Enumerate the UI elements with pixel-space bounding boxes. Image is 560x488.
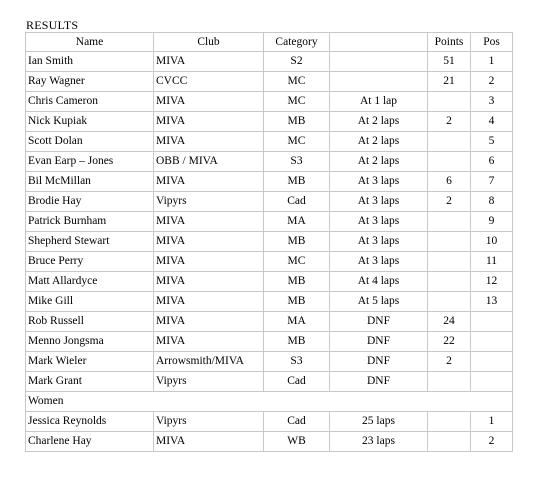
- cell-category: S2: [264, 52, 330, 72]
- cell-category: MB: [264, 272, 330, 292]
- cell-gap: DNF: [330, 372, 428, 392]
- cell-gap: At 3 laps: [330, 192, 428, 212]
- cell-gap: At 2 laps: [330, 152, 428, 172]
- cell-pos: 11: [471, 252, 513, 272]
- cell-name: Ray Wagner: [26, 72, 154, 92]
- cell-pos: 12: [471, 272, 513, 292]
- cell-category: MB: [264, 292, 330, 312]
- cell-club: Vipyrs: [154, 412, 264, 432]
- cell-gap: DNF: [330, 352, 428, 372]
- cell-gap: [330, 52, 428, 72]
- table-row: [26, 292, 513, 312]
- cell-points: [428, 272, 471, 292]
- cell-points: [428, 212, 471, 232]
- table-row: [26, 272, 513, 292]
- section-row-women: [26, 392, 513, 412]
- table-row: [26, 192, 513, 212]
- table-row: [26, 52, 513, 72]
- cell-name: Mike Gill: [26, 292, 154, 312]
- cell-name: Nick Kupiak: [26, 112, 154, 132]
- cell-points: 2: [428, 192, 471, 212]
- cell-points: [428, 292, 471, 312]
- cell-club: MIVA: [154, 172, 264, 192]
- cell-club: Vipyrs: [154, 372, 264, 392]
- cell-name: Patrick Burnham: [26, 212, 154, 232]
- table-row: [26, 432, 513, 452]
- table-row: [26, 152, 513, 172]
- cell-gap: At 4 laps: [330, 272, 428, 292]
- cell-pos: 13: [471, 292, 513, 312]
- cell-club: MIVA: [154, 292, 264, 312]
- cell-gap: At 2 laps: [330, 132, 428, 152]
- cell-name: Mark Grant: [26, 372, 154, 392]
- cell-gap: At 2 laps: [330, 112, 428, 132]
- cell-gap: At 3 laps: [330, 232, 428, 252]
- cell-category: MB: [264, 232, 330, 252]
- cell-name: Chris Cameron: [26, 92, 154, 112]
- cell-gap: At 1 lap: [330, 92, 428, 112]
- cell-club: MIVA: [154, 432, 264, 452]
- table-row: [26, 92, 513, 112]
- cell-gap: At 3 laps: [330, 252, 428, 272]
- cell-category: MB: [264, 332, 330, 352]
- cell-points: 51: [428, 52, 471, 72]
- cell-gap: [330, 72, 428, 92]
- cell-points: [428, 132, 471, 152]
- cell-category: MB: [264, 172, 330, 192]
- cell-pos: 3: [471, 92, 513, 112]
- cell-name: Menno Jongsma: [26, 332, 154, 352]
- cell-pos: 2: [471, 432, 513, 452]
- cell-pos: [471, 332, 513, 352]
- column-header-name: Name: [26, 33, 154, 52]
- cell-club: Vipyrs: [154, 192, 264, 212]
- cell-club: MIVA: [154, 272, 264, 292]
- cell-points: [428, 412, 471, 432]
- cell-gap: At 5 laps: [330, 292, 428, 312]
- cell-gap: 25 laps: [330, 412, 428, 432]
- cell-points: [428, 232, 471, 252]
- cell-pos: 2: [471, 72, 513, 92]
- cell-name: Bil McMillan: [26, 172, 154, 192]
- cell-club: MIVA: [154, 312, 264, 332]
- section-label: Women: [26, 392, 513, 412]
- cell-category: MB: [264, 112, 330, 132]
- cell-pos: 7: [471, 172, 513, 192]
- cell-pos: 4: [471, 112, 513, 132]
- cell-points: [428, 252, 471, 272]
- cell-category: MC: [264, 132, 330, 152]
- cell-club: CVCC: [154, 72, 264, 92]
- cell-club: MIVA: [154, 52, 264, 72]
- table-row: [26, 332, 513, 352]
- cell-points: 22: [428, 332, 471, 352]
- cell-pos: [471, 312, 513, 332]
- cell-pos: [471, 352, 513, 372]
- column-header-club: Club: [154, 33, 264, 52]
- cell-category: S3: [264, 152, 330, 172]
- cell-category: MC: [264, 92, 330, 112]
- table-row: [26, 352, 513, 372]
- cell-pos: 9: [471, 212, 513, 232]
- header-row: [26, 33, 513, 52]
- table-row: [26, 72, 513, 92]
- cell-pos: 1: [471, 52, 513, 72]
- cell-club: MIVA: [154, 232, 264, 252]
- column-header-points: Points: [428, 33, 471, 52]
- cell-gap: At 3 laps: [330, 212, 428, 232]
- cell-club: OBB / MIVA: [154, 152, 264, 172]
- cell-points: 24: [428, 312, 471, 332]
- results-table: [25, 32, 513, 452]
- cell-category: MA: [264, 212, 330, 232]
- cell-category: S3: [264, 352, 330, 372]
- cell-category: MC: [264, 72, 330, 92]
- page-title: RESULTS: [26, 18, 79, 32]
- cell-pos: 10: [471, 232, 513, 252]
- cell-club: MIVA: [154, 92, 264, 112]
- column-header-category: Category: [264, 33, 330, 52]
- cell-points: [428, 432, 471, 452]
- cell-club: MIVA: [154, 112, 264, 132]
- cell-category: Cad: [264, 412, 330, 432]
- cell-name: Bruce Perry: [26, 252, 154, 272]
- table-row: [26, 412, 513, 432]
- cell-club: MIVA: [154, 332, 264, 352]
- column-header-gap: [330, 33, 428, 52]
- cell-points: [428, 92, 471, 112]
- cell-gap: 23 laps: [330, 432, 428, 452]
- table-row: [26, 372, 513, 392]
- table-row: [26, 252, 513, 272]
- cell-points: 2: [428, 112, 471, 132]
- cell-points: [428, 152, 471, 172]
- cell-category: MA: [264, 312, 330, 332]
- cell-name: Matt Allardyce: [26, 272, 154, 292]
- column-header-pos: Pos: [471, 33, 513, 52]
- cell-name: Shepherd Stewart: [26, 232, 154, 252]
- cell-category: Cad: [264, 192, 330, 212]
- cell-gap: DNF: [330, 312, 428, 332]
- cell-name: Brodie Hay: [26, 192, 154, 212]
- table-row: [26, 132, 513, 152]
- cell-name: Mark Wieler: [26, 352, 154, 372]
- table-row: [26, 312, 513, 332]
- cell-club: MIVA: [154, 252, 264, 272]
- cell-points: 21: [428, 72, 471, 92]
- cell-pos: 5: [471, 132, 513, 152]
- cell-name: Evan Earp – Jones: [26, 152, 154, 172]
- table-row: [26, 112, 513, 132]
- cell-name: Charlene Hay: [26, 432, 154, 452]
- cell-club: MIVA: [154, 212, 264, 232]
- cell-pos: 1: [471, 412, 513, 432]
- cell-name: Rob Russell: [26, 312, 154, 332]
- table-row: [26, 232, 513, 252]
- cell-gap: At 3 laps: [330, 172, 428, 192]
- cell-category: MC: [264, 252, 330, 272]
- cell-category: WB: [264, 432, 330, 452]
- cell-pos: [471, 372, 513, 392]
- cell-name: Scott Dolan: [26, 132, 154, 152]
- cell-pos: 8: [471, 192, 513, 212]
- results-body: [26, 52, 513, 452]
- cell-name: Jessica Reynolds: [26, 412, 154, 432]
- cell-name: Ian Smith: [26, 52, 154, 72]
- table-row: [26, 212, 513, 232]
- cell-points: 2: [428, 352, 471, 372]
- table-row: [26, 172, 513, 192]
- cell-points: [428, 372, 471, 392]
- cell-club: MIVA: [154, 132, 264, 152]
- cell-club: Arrowsmith/MIVA: [154, 352, 264, 372]
- cell-pos: 6: [471, 152, 513, 172]
- cell-points: 6: [428, 172, 471, 192]
- cell-gap: DNF: [330, 332, 428, 352]
- cell-category: Cad: [264, 372, 330, 392]
